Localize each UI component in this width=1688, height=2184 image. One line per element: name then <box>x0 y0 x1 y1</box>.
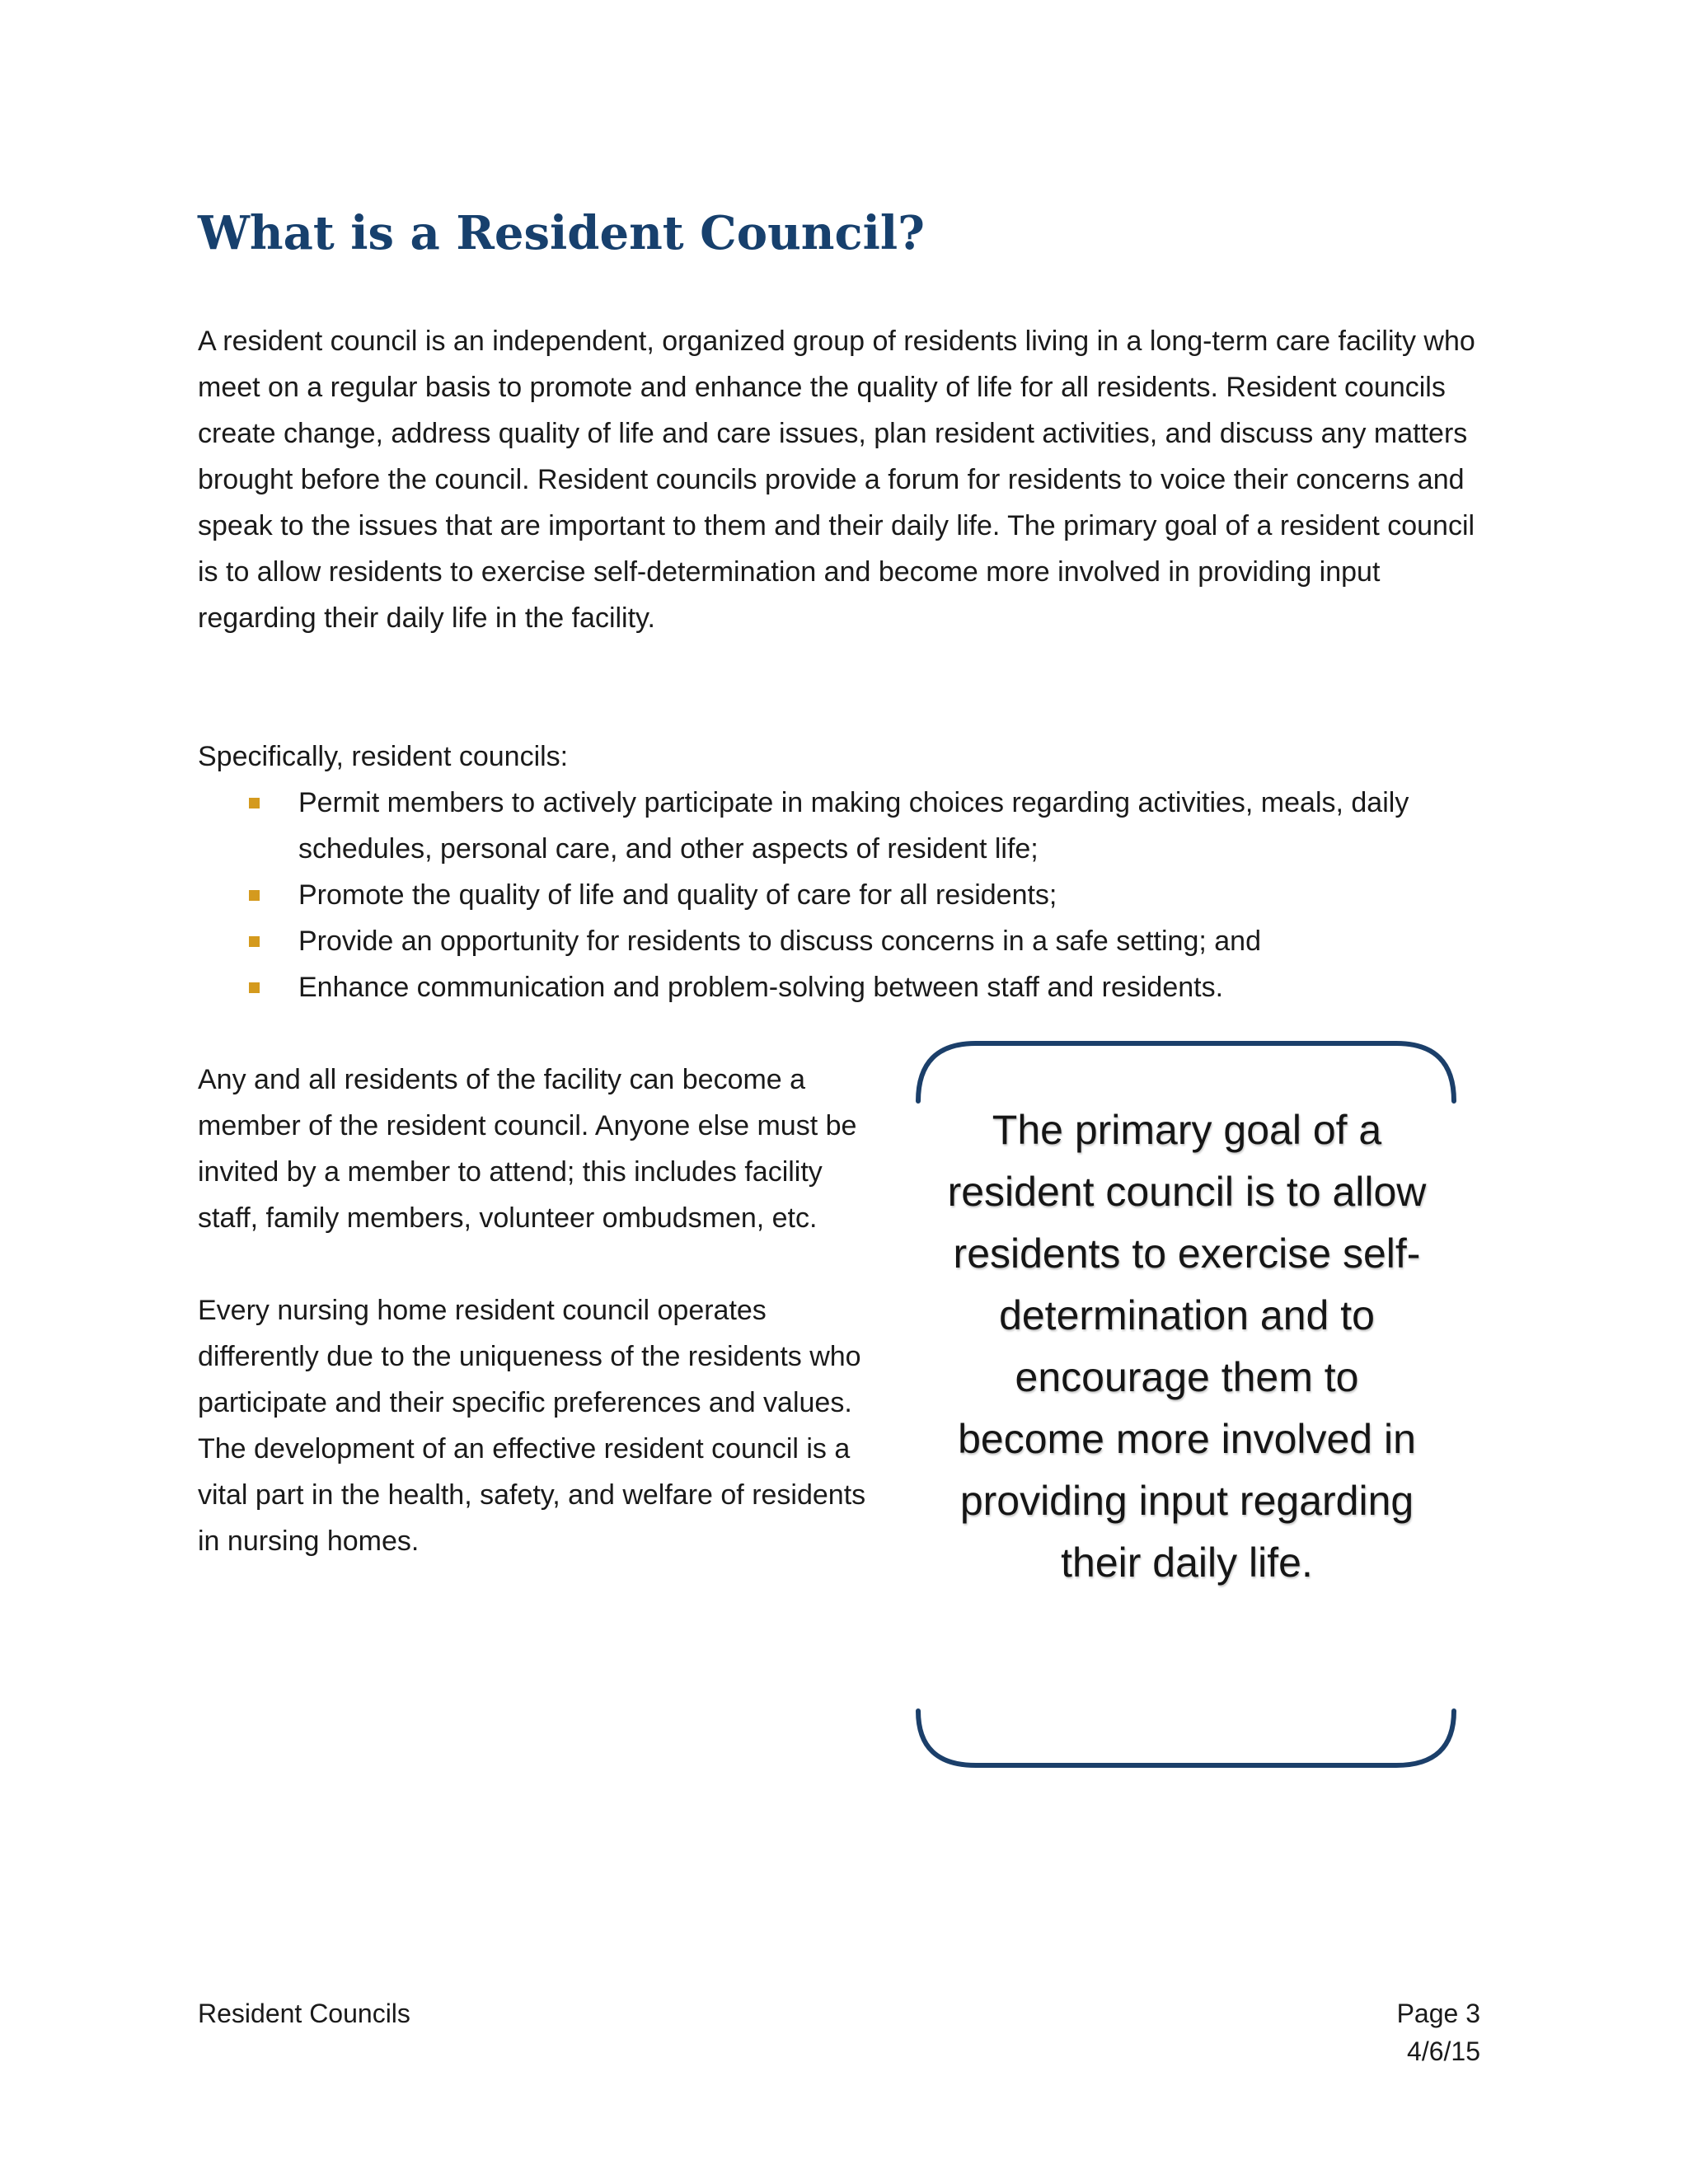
intro-paragraph: A resident council is an independent, organized group of residents living in a long-term care facility who meet on a regular basis to promote and enhance the quality of life for all residents. Resident councils create change, address quality of life and care issues, plan resident activities, and discuss any matters brought before the council. Resident councils provide a forum for residents to voice their concerns and speak to the issues that are important to them and their daily life. The primary goal of a resident council is to allow residents to exercise self-determination and become more involved in providing input regarding their daily life in the facility. <box>198 326 1475 634</box>
square-bullet-icon <box>249 982 260 993</box>
membership-paragraph: Any and all residents of the facility can become a member of the resident council. Anyone else must be invited by a member to attend; this includes facility staff, family members, volunteer ombudsmen, etc. <box>198 1064 857 1234</box>
footer-date: 4/6/15 <box>1407 2036 1480 2066</box>
page-number: Page 3 <box>1396 1999 1480 2028</box>
list-item <box>198 964 1484 1010</box>
list-item <box>198 780 1484 872</box>
council-purposes-list <box>198 780 1484 1010</box>
footer-page-info <box>1397 1994 1480 2070</box>
list-item-text: Permit members to actively participate in making choices regarding activities, meals, daily schedules, personal care, and other aspects of resident life; <box>298 787 1409 865</box>
list-item-text: Provide an opportunity for residents to discuss concerns in a safe setting; and <box>298 926 1261 957</box>
footer-title: Resident Councils <box>198 1999 410 2028</box>
pull-quote-text: The primary goal of a resident council is to allow residents to exercise self-determination and to encourage them to become more involved in providing input regarding their daily life. <box>947 1107 1427 1586</box>
square-bullet-icon <box>249 798 260 808</box>
list-item-text: Promote the quality of life and quality of care for all residents; <box>298 879 1057 911</box>
pull-quote-callout <box>915 1037 1457 1772</box>
specifically-lead: Specifically, resident councils: <box>198 741 569 772</box>
list-item <box>198 918 1484 964</box>
page-title: What is a Resident Council? <box>198 206 925 260</box>
operations-paragraph: Every nursing home resident council operates differently due to the uniqueness of the residents who participate and their specific preferences and values. The development of an effective resident council is a vital part in the health, safety, and welfare of residents in nursing homes. <box>198 1295 866 1557</box>
square-bullet-icon <box>249 890 260 901</box>
list-item-text: Enhance communication and problem-solving between staff and residents. <box>298 972 1224 1003</box>
left-column <box>198 1057 890 1564</box>
square-bullet-icon <box>249 936 260 947</box>
list-item <box>198 872 1484 918</box>
